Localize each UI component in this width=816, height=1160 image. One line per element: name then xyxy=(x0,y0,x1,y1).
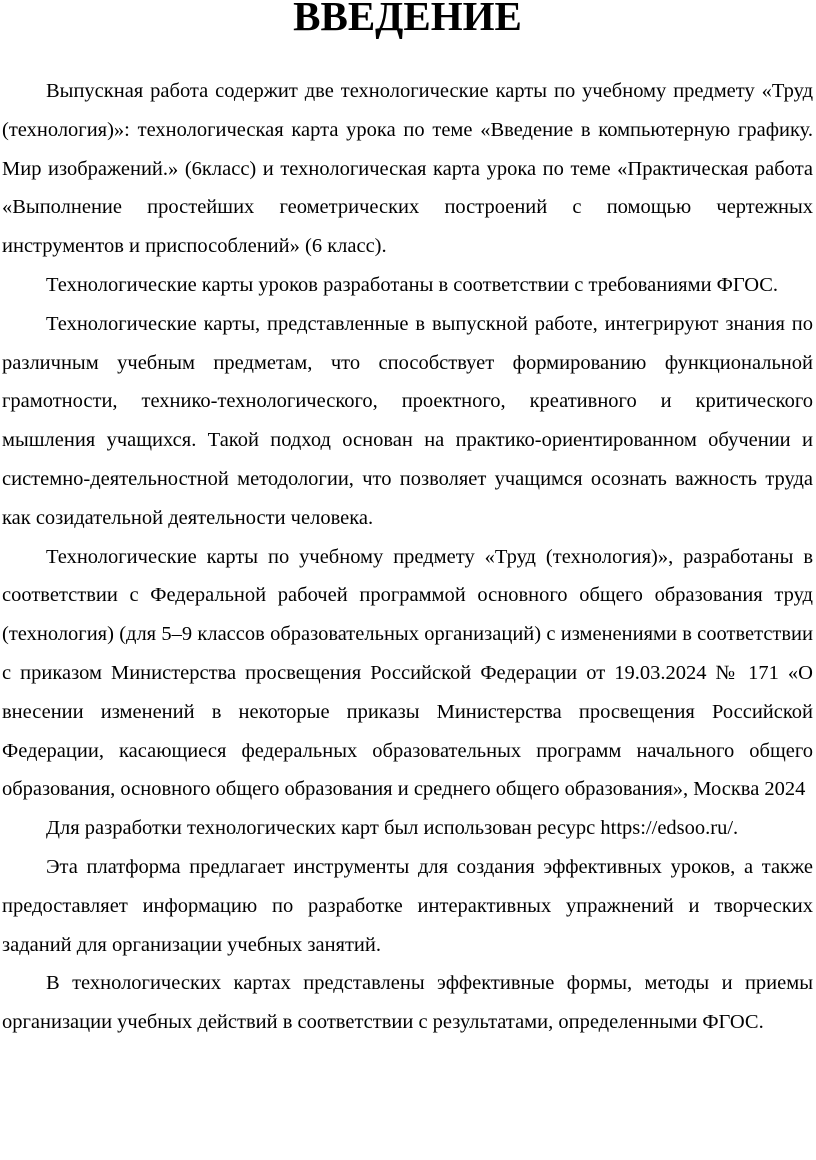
page-title: ВВЕДЕНИЕ xyxy=(293,0,522,39)
paragraph-2: Технологические карты уроков разработаны в соответствии с требованиями ФГОС. xyxy=(46,273,779,296)
paragraph-7: В технологических картах представлены эффективные формы, методы и приемы организации учебных действий в соответствии с результатами, определенными ФГОС. xyxy=(2,972,813,1034)
paragraph-3: Технологические карты, представленные в выпускной работе, интегрируют знания по различным учебным предметам, что способствует формированию функциональной грамотности, технико-технологического, проектного, креативного и критического мышления учащихся. Такой подход основан на практико-ориентированном обучении и системно-деятельностной методологии, что позволяет учащимся осознать важность труда как созидательной деятельности человека. xyxy=(2,312,813,529)
paragraph-6: Эта платформа предлагает инструменты для создания эффективных уроков, а также предоставляет информацию по разработке интерактивных упражнений и творческих заданий для организации учебных занятий. xyxy=(2,855,813,956)
paragraph-4: Технологические карты по учебному предмету «Труд (технология)», разработаны в соответствии с Федеральной рабочей программой основного общего образования труд (технология) (для 5–9 классов образовательных организаций) с изменениями в соответствии с приказом Министерства просвещения Российской Федерации от 19.03.2024 № 171 «О внесении изменений в некоторые приказы Министерства просвещения Российской Федерации, касающиеся федеральных образовательных программ начального общего образования, основного общего образования и среднего общего образования», Москва 2024 xyxy=(2,545,813,801)
paragraph-5: Для разработки технологических карт был использован ресурс https://edsoo.ru/. xyxy=(46,817,739,840)
paragraph-1: Выпускная работа содержит две технологические карты по учебному предмету «Труд (технология)»: технологическая карта урока по теме «Введение в компьютерную графику. Мир изображений.» (6класс) и технологическая карта урока по теме «Практическая работа «Выполнение простейших геометрических построений с помощью чертежных инструментов и приспособлений» (6 класс). xyxy=(2,80,813,258)
